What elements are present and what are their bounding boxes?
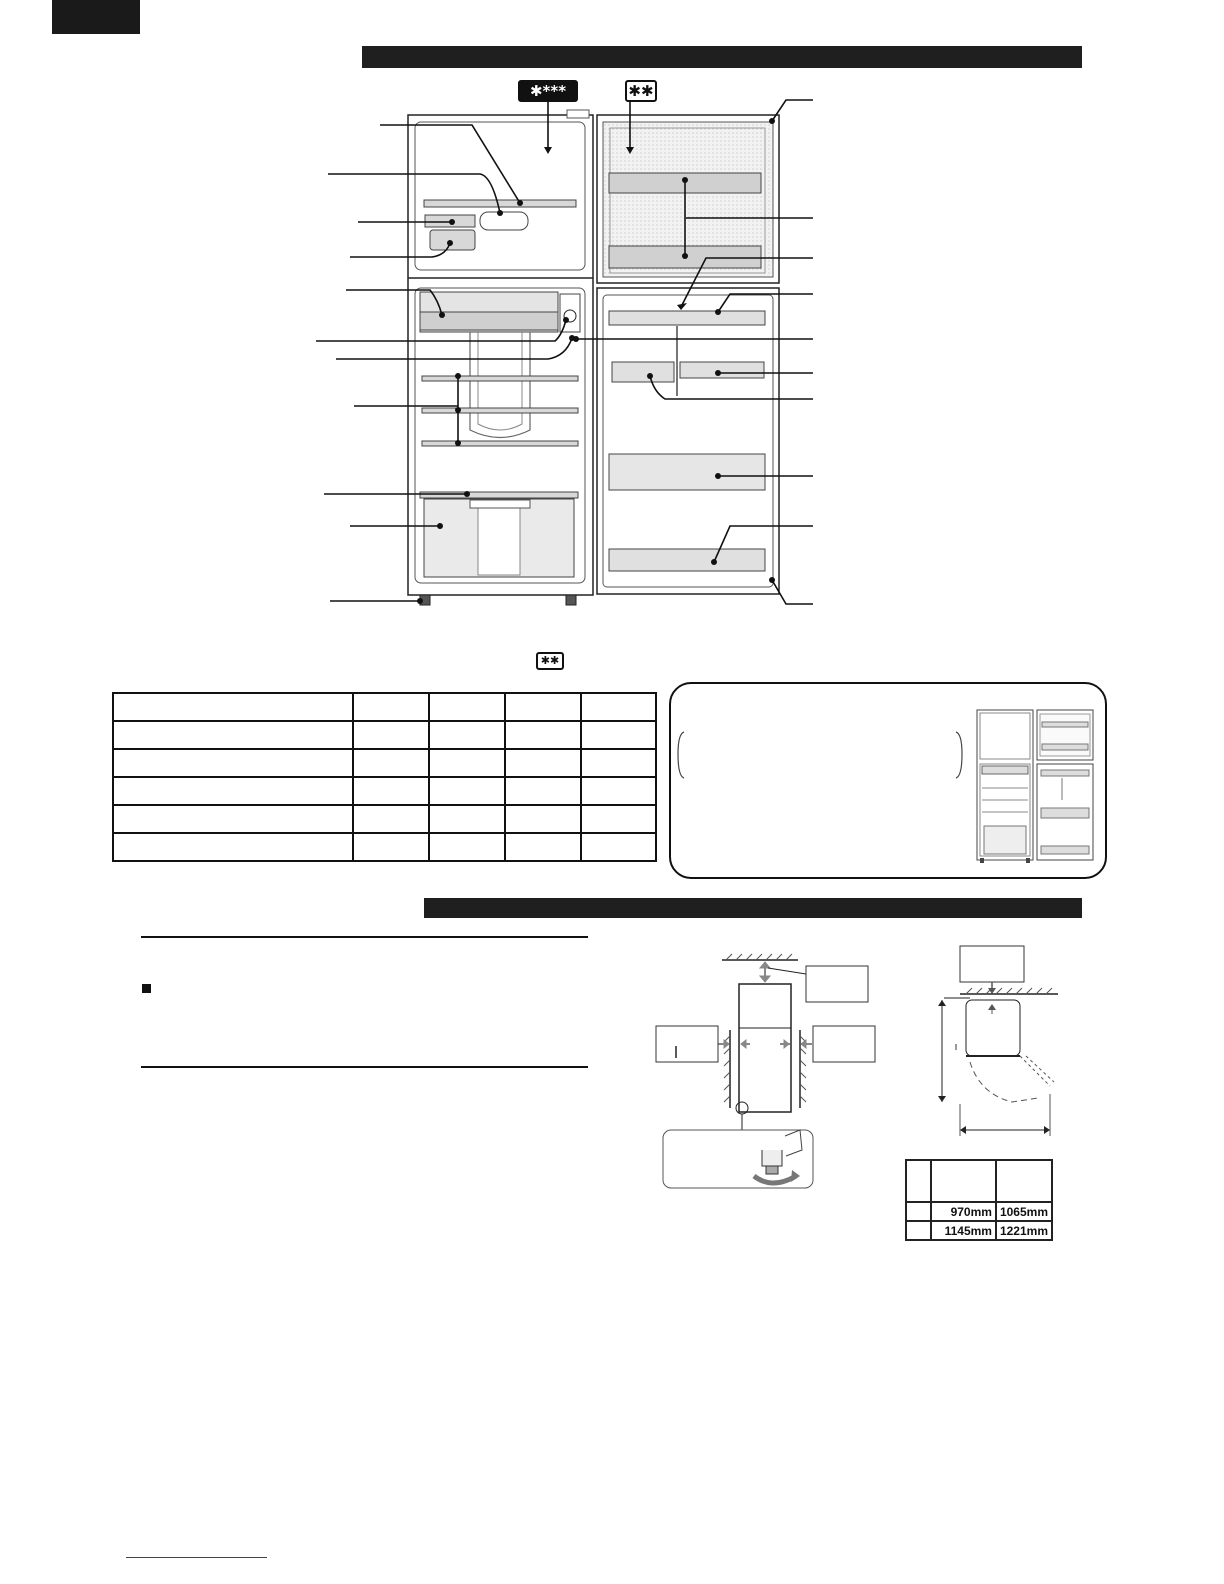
page-header-tab [52,0,140,34]
section-heading-bar-installation [424,898,1082,918]
text-rule-bottom [141,1066,588,1068]
square-bullet-icon [142,984,151,993]
door-swing-diagram [930,944,1060,1139]
freezer-star-rating-badge: ✱*** [518,80,578,102]
table-row [113,777,656,805]
specification-table [112,692,657,862]
mini-refrigerator-illustration [976,708,1096,864]
table-row: 1145mm 1221mm [906,1221,1052,1240]
footnote-link-underline[interactable] [126,1557,267,1558]
text-rule-top [141,936,588,938]
callout-brackets [676,730,966,782]
table-row [113,721,656,749]
refrigerator-parts-diagram [300,90,840,610]
installation-clearance-diagram [650,940,890,1195]
door-clearance-table [905,1159,1053,1241]
compartment-star-rating-badge: ✱✱ [625,80,657,102]
legend-star-rating-badge: ✱✱ [536,652,564,670]
table-row [113,693,656,721]
table-row [113,833,656,861]
table-row [113,749,656,777]
table-row [906,1160,1052,1202]
section-heading-bar-parts [362,46,1082,68]
table-row [113,805,656,833]
table-row: 970mm 1065mm [906,1202,1052,1221]
